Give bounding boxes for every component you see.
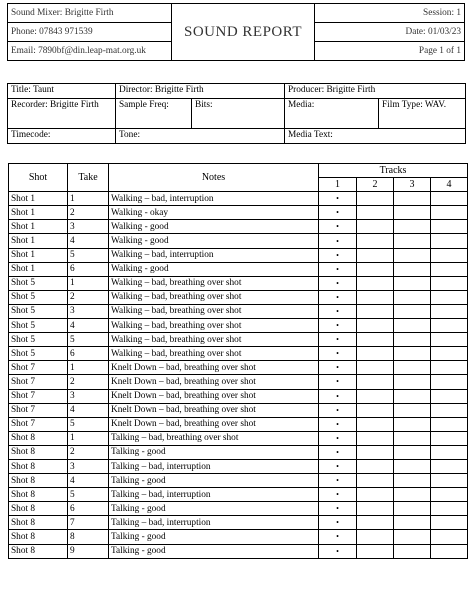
notes-cell: Walking – bad, breathing over shot — [109, 276, 319, 290]
info-film-type: Film Type: WAV. — [379, 99, 466, 129]
track-1-cell: • — [319, 459, 357, 473]
shot-cell: Shot 5 — [9, 276, 68, 290]
table-row — [9, 192, 468, 206]
track-2-cell — [357, 192, 394, 206]
track-1-cell: • — [319, 431, 357, 445]
track-2-cell — [357, 530, 394, 544]
table-row — [9, 375, 468, 389]
production-info — [7, 83, 466, 144]
track-3-cell — [394, 389, 431, 403]
table-row — [9, 516, 468, 530]
table-row — [9, 488, 468, 502]
track-4-cell — [431, 544, 468, 558]
track-3-cell — [394, 192, 431, 206]
notes-cell: Walking – bad, breathing over shot — [109, 347, 319, 361]
track-1-cell: • — [319, 474, 357, 488]
notes-cell: Talking – bad, interruption — [109, 488, 319, 502]
notes-cell: Walking – bad, breathing over shot — [109, 319, 319, 333]
track-4-cell — [431, 431, 468, 445]
shot-cell: Shot 1 — [9, 206, 68, 220]
track-1-cell: • — [319, 403, 357, 417]
track-3-cell — [394, 347, 431, 361]
notes-cell: Walking - okay — [109, 206, 319, 220]
track-3-cell — [394, 361, 431, 375]
track-4-cell — [431, 234, 468, 248]
notes-cell: Talking – bad, interruption — [109, 516, 319, 530]
table-row — [9, 459, 468, 473]
email: Email: 7890bf@din.leap-mat.org.uk — [8, 42, 172, 61]
track-3-cell — [394, 206, 431, 220]
take-cell: 4 — [68, 234, 109, 248]
track-1-cell: • — [319, 445, 357, 459]
info-director: Director: Brigitte Firth — [116, 84, 285, 99]
info-sample-freq: Sample Freq: — [116, 99, 192, 129]
track-4-cell — [431, 389, 468, 403]
notes-cell: Walking - good — [109, 262, 319, 276]
track-3-cell — [394, 319, 431, 333]
take-cell: 4 — [68, 474, 109, 488]
shot-cell: Shot 8 — [9, 431, 68, 445]
track-4-cell — [431, 333, 468, 347]
shot-cell: Shot 7 — [9, 361, 68, 375]
track-1-cell: • — [319, 389, 357, 403]
track-3-cell — [394, 403, 431, 417]
take-log-table — [8, 163, 468, 559]
track-3-cell — [394, 417, 431, 431]
shot-cell: Shot 5 — [9, 304, 68, 318]
track-2-cell — [357, 206, 394, 220]
session: Session: 1 — [315, 4, 465, 23]
col-track-1: 1 — [319, 178, 357, 192]
track-2-cell — [357, 389, 394, 403]
date: Date: 01/03/23 — [315, 23, 465, 42]
track-3-cell — [394, 276, 431, 290]
take-cell: 4 — [68, 319, 109, 333]
shot-cell: Shot 8 — [9, 459, 68, 473]
track-2-cell — [357, 403, 394, 417]
track-4-cell — [431, 248, 468, 262]
col-tracks: Tracks — [319, 164, 468, 178]
track-4-cell — [431, 445, 468, 459]
shot-cell: Shot 7 — [9, 375, 68, 389]
take-cell: 5 — [68, 488, 109, 502]
track-2-cell — [357, 431, 394, 445]
notes-cell: Walking - good — [109, 234, 319, 248]
take-cell: 9 — [68, 544, 109, 558]
track-2-cell — [357, 375, 394, 389]
shot-cell: Shot 5 — [9, 333, 68, 347]
track-4-cell — [431, 516, 468, 530]
table-row — [9, 290, 468, 304]
track-3-cell — [394, 516, 431, 530]
table-row — [9, 544, 468, 558]
track-4-cell — [431, 459, 468, 473]
col-take: Take — [68, 164, 109, 192]
track-2-cell — [357, 417, 394, 431]
take-cell: 1 — [68, 361, 109, 375]
take-cell: 2 — [68, 206, 109, 220]
take-cell: 2 — [68, 290, 109, 304]
track-2-cell — [357, 502, 394, 516]
track-1-cell: • — [319, 234, 357, 248]
take-cell: 1 — [68, 431, 109, 445]
take-cell: 6 — [68, 502, 109, 516]
shot-cell: Shot 1 — [9, 248, 68, 262]
take-cell: 3 — [68, 389, 109, 403]
info-media-text: Media Text: — [285, 129, 466, 144]
track-1-cell: • — [319, 347, 357, 361]
track-3-cell — [394, 530, 431, 544]
track-1-cell: • — [319, 516, 357, 530]
take-cell: 5 — [68, 333, 109, 347]
notes-cell: Knelt Down – bad, breathing over shot — [109, 361, 319, 375]
track-3-cell — [394, 544, 431, 558]
notes-cell: Talking - good — [109, 502, 319, 516]
shot-cell: Shot 1 — [9, 192, 68, 206]
track-1-cell: • — [319, 417, 357, 431]
track-4-cell — [431, 474, 468, 488]
table-row — [9, 262, 468, 276]
track-4-cell — [431, 276, 468, 290]
report-title: SOUND REPORT — [172, 4, 315, 61]
shot-cell: Shot 5 — [9, 347, 68, 361]
take-cell: 6 — [68, 347, 109, 361]
track-2-cell — [357, 248, 394, 262]
notes-cell: Talking – bad, interruption — [109, 459, 319, 473]
track-4-cell — [431, 488, 468, 502]
track-4-cell — [431, 304, 468, 318]
notes-cell: Walking – bad, breathing over shot — [109, 333, 319, 347]
track-3-cell — [394, 445, 431, 459]
table-row — [9, 248, 468, 262]
track-2-cell — [357, 319, 394, 333]
take-cell: 3 — [68, 459, 109, 473]
table-row — [9, 417, 468, 431]
table-row — [9, 530, 468, 544]
track-1-cell: • — [319, 361, 357, 375]
track-4-cell — [431, 375, 468, 389]
shot-cell: Shot 8 — [9, 502, 68, 516]
track-2-cell — [357, 262, 394, 276]
info-timecode: Timecode: — [8, 129, 116, 144]
shot-cell: Shot 8 — [9, 516, 68, 530]
info-bits: Bits: — [192, 99, 285, 129]
track-4-cell — [431, 403, 468, 417]
table-row — [9, 431, 468, 445]
col-track-2: 2 — [357, 178, 394, 192]
track-2-cell — [357, 234, 394, 248]
track-4-cell — [431, 220, 468, 234]
table-row — [9, 333, 468, 347]
track-3-cell — [394, 488, 431, 502]
track-1-cell: • — [319, 290, 357, 304]
track-2-cell — [357, 290, 394, 304]
take-cell: 3 — [68, 220, 109, 234]
col-track-4: 4 — [431, 178, 468, 192]
table-row — [9, 389, 468, 403]
table-row — [9, 361, 468, 375]
track-2-cell — [357, 304, 394, 318]
track-3-cell — [394, 290, 431, 304]
track-1-cell: • — [319, 220, 357, 234]
table-row — [9, 403, 468, 417]
shot-cell: Shot 5 — [9, 290, 68, 304]
track-3-cell — [394, 220, 431, 234]
sound-mixer: Sound Mixer: Brigitte Firth — [8, 4, 172, 23]
track-4-cell — [431, 502, 468, 516]
notes-cell: Walking – bad, breathing over shot — [109, 304, 319, 318]
shot-cell: Shot 1 — [9, 262, 68, 276]
table-row — [9, 234, 468, 248]
take-cell: 6 — [68, 262, 109, 276]
track-4-cell — [431, 417, 468, 431]
col-shot: Shot — [9, 164, 68, 192]
notes-cell: Talking - good — [109, 544, 319, 558]
track-2-cell — [357, 544, 394, 558]
notes-cell: Walking – bad, interruption — [109, 248, 319, 262]
track-4-cell — [431, 361, 468, 375]
take-cell: 2 — [68, 375, 109, 389]
track-3-cell — [394, 375, 431, 389]
info-media: Media: — [285, 99, 379, 129]
take-cell: 1 — [68, 276, 109, 290]
track-4-cell — [431, 262, 468, 276]
notes-cell: Talking - good — [109, 445, 319, 459]
take-log-rows — [9, 192, 468, 558]
track-3-cell — [394, 248, 431, 262]
take-cell: 2 — [68, 445, 109, 459]
track-1-cell: • — [319, 488, 357, 502]
track-2-cell — [357, 347, 394, 361]
shot-cell: Shot 7 — [9, 389, 68, 403]
notes-cell: Walking - good — [109, 220, 319, 234]
table-row — [9, 276, 468, 290]
notes-cell: Walking – bad, breathing over shot — [109, 290, 319, 304]
shot-cell: Shot 8 — [9, 488, 68, 502]
info-tone: Tone: — [116, 129, 285, 144]
shot-cell: Shot 5 — [9, 319, 68, 333]
track-3-cell — [394, 262, 431, 276]
take-cell: 7 — [68, 516, 109, 530]
track-2-cell — [357, 474, 394, 488]
take-cell: 4 — [68, 403, 109, 417]
take-cell: 3 — [68, 304, 109, 318]
phone: Phone: 07843 971539 — [8, 23, 172, 42]
track-3-cell — [394, 333, 431, 347]
track-1-cell: • — [319, 530, 357, 544]
table-row — [9, 445, 468, 459]
table-row — [9, 206, 468, 220]
track-1-cell: • — [319, 375, 357, 389]
table-row — [9, 474, 468, 488]
shot-cell: Shot 7 — [9, 417, 68, 431]
track-3-cell — [394, 431, 431, 445]
report-header — [7, 3, 465, 61]
track-1-cell: • — [319, 319, 357, 333]
table-row — [9, 347, 468, 361]
notes-cell: Knelt Down – bad, breathing over shot — [109, 403, 319, 417]
shot-cell: Shot 8 — [9, 474, 68, 488]
table-row — [9, 319, 468, 333]
track-2-cell — [357, 361, 394, 375]
track-1-cell: • — [319, 333, 357, 347]
track-2-cell — [357, 488, 394, 502]
notes-cell: Walking – bad, interruption — [109, 192, 319, 206]
track-3-cell — [394, 234, 431, 248]
col-track-3: 3 — [394, 178, 431, 192]
shot-cell: Shot 1 — [9, 234, 68, 248]
info-recorder: Recorder: Brigitte Firth — [8, 99, 116, 129]
notes-cell: Talking – bad, breathing over shot — [109, 431, 319, 445]
shot-cell: Shot 8 — [9, 544, 68, 558]
track-2-cell — [357, 516, 394, 530]
notes-cell: Knelt Down – bad, breathing over shot — [109, 389, 319, 403]
shot-cell: Shot 8 — [9, 445, 68, 459]
track-1-cell: • — [319, 206, 357, 220]
track-2-cell — [357, 220, 394, 234]
track-1-cell: • — [319, 192, 357, 206]
track-1-cell: • — [319, 276, 357, 290]
track-1-cell: • — [319, 544, 357, 558]
shot-cell: Shot 1 — [9, 220, 68, 234]
track-4-cell — [431, 206, 468, 220]
info-title: Title: Taunt — [8, 84, 116, 99]
notes-cell: Talking - good — [109, 530, 319, 544]
track-4-cell — [431, 290, 468, 304]
track-3-cell — [394, 474, 431, 488]
col-notes: Notes — [109, 164, 319, 192]
track-1-cell: • — [319, 262, 357, 276]
take-cell: 1 — [68, 192, 109, 206]
track-2-cell — [357, 333, 394, 347]
track-4-cell — [431, 319, 468, 333]
track-3-cell — [394, 502, 431, 516]
track-2-cell — [357, 276, 394, 290]
track-1-cell: • — [319, 248, 357, 262]
track-4-cell — [431, 347, 468, 361]
notes-cell: Knelt Down – bad, breathing over shot — [109, 375, 319, 389]
track-4-cell — [431, 192, 468, 206]
notes-cell: Knelt Down – bad, breathing over shot — [109, 417, 319, 431]
table-row — [9, 220, 468, 234]
shot-cell: Shot 8 — [9, 530, 68, 544]
take-cell: 8 — [68, 530, 109, 544]
page-number: Page 1 of 1 — [315, 42, 465, 61]
track-4-cell — [431, 530, 468, 544]
table-row — [9, 502, 468, 516]
track-2-cell — [357, 445, 394, 459]
track-3-cell — [394, 304, 431, 318]
track-1-cell: • — [319, 304, 357, 318]
notes-cell: Talking - good — [109, 474, 319, 488]
table-row — [9, 304, 468, 318]
info-producer: Producer: Brigitte Firth — [285, 84, 466, 99]
track-1-cell: • — [319, 502, 357, 516]
track-2-cell — [357, 459, 394, 473]
take-cell: 5 — [68, 417, 109, 431]
take-cell: 5 — [68, 248, 109, 262]
shot-cell: Shot 7 — [9, 403, 68, 417]
track-3-cell — [394, 459, 431, 473]
